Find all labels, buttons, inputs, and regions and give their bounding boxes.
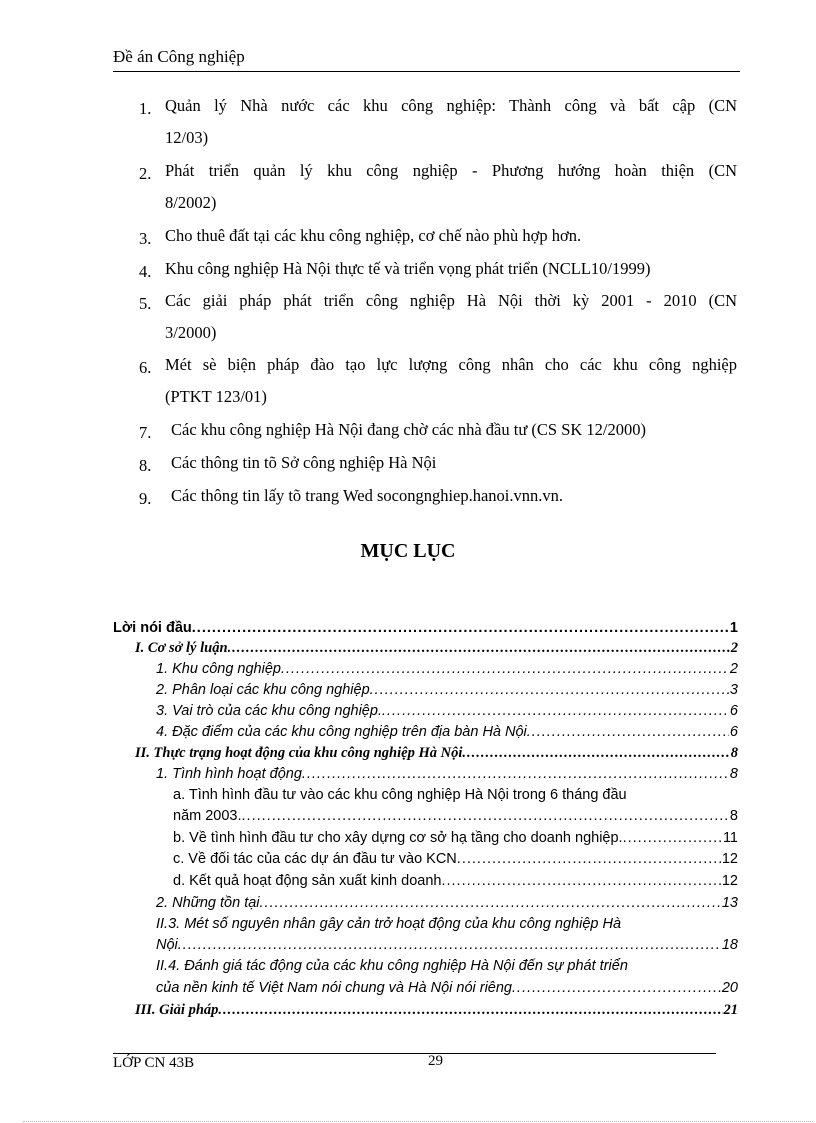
toc-entry[interactable] bbox=[156, 680, 738, 701]
toc-entry-page: 13 bbox=[721, 895, 738, 911]
toc-entry-page: 6 bbox=[729, 724, 738, 740]
reference-item bbox=[139, 349, 739, 413]
toc-entry-text: của nền kinh tế Việt Nam nói chung và Hà Nội nói riêng bbox=[156, 980, 513, 996]
reference-text-cont: 3/2000) bbox=[165, 323, 217, 342]
toc-entry-text: 1. Tình hình hoạt động bbox=[156, 766, 302, 782]
toc-entry[interactable] bbox=[113, 618, 738, 639]
reference-number: 8. bbox=[139, 456, 152, 475]
toc-entry-text: II. Thực trạng hoạt động của khu công nghiệp Hà Nội bbox=[135, 745, 463, 761]
reference-text-cont: 12/03) bbox=[165, 128, 209, 147]
toc-entry-text: II.3. Mét số nguyên nhân gây cản trở hoạt động của khu công nghiệp Hà bbox=[156, 916, 622, 932]
reference-number: 1. bbox=[139, 99, 152, 118]
toc-entry-text: I. Cơ sở lý luận bbox=[135, 640, 228, 656]
toc-entry[interactable] bbox=[156, 701, 738, 722]
toc-entry-text: c. Về đối tác của các dự án đầu tư vào KCN bbox=[173, 851, 457, 867]
toc-entry-cont[interactable] bbox=[156, 978, 738, 999]
toc-entry-text: 2. Những tồn tại bbox=[156, 895, 260, 911]
reference-item bbox=[139, 414, 739, 446]
toc-entry-text: II.4. Đánh giá tác động của các khu công nghiệp Hà Nội đến sự phát triển bbox=[156, 958, 628, 974]
reference-item bbox=[139, 480, 739, 512]
reference-text: Mét sè biện pháp đào tạo lực lượng công nhân cho các khu công nghiệp bbox=[165, 355, 737, 374]
reference-text: Các khu công nghiệp Hà Nội đang chờ các nhà đầu tư (CS SK 12/2000) bbox=[171, 420, 646, 439]
reference-number: 6. bbox=[139, 358, 152, 377]
toc-entry-text: 2. Phân loại các khu công nghiệp bbox=[156, 682, 370, 698]
toc-entry[interactable] bbox=[156, 659, 738, 680]
toc-entry-page: 6 bbox=[729, 703, 738, 719]
toc-entry-page: 2 bbox=[730, 640, 738, 656]
toc-entry-page: 2 bbox=[729, 661, 738, 677]
toc-heading: MỤC LỤC bbox=[360, 540, 456, 562]
toc-entry[interactable] bbox=[156, 914, 738, 935]
reference-item bbox=[139, 220, 739, 252]
toc-entry[interactable] bbox=[135, 743, 738, 764]
toc-entry-page: 18 bbox=[721, 937, 738, 953]
toc-entry-page: 21 bbox=[723, 1002, 738, 1018]
toc-entry[interactable] bbox=[156, 722, 738, 743]
reference-text: Các giải pháp phát triển công nghiệp Hà Nội thời kỳ 2001 - 2010 (CN bbox=[165, 291, 737, 310]
reference-text-cont: (PTKT 123/01) bbox=[165, 387, 267, 406]
toc-entry-page: 11 bbox=[722, 830, 738, 846]
reference-item bbox=[139, 90, 739, 154]
toc-entry-text: Lời nói đầu bbox=[113, 620, 192, 636]
toc-entry[interactable] bbox=[135, 1000, 738, 1021]
toc-entry-page: 8 bbox=[729, 808, 738, 824]
toc-entry-cont[interactable] bbox=[173, 806, 738, 827]
header-title: Đề án Công nghiệp bbox=[113, 47, 245, 66]
toc-entry-cont[interactable] bbox=[156, 935, 738, 956]
footer-page-number: 29 bbox=[428, 1053, 443, 1069]
toc-entry-text: 4. Đặc điểm của các khu công nghiệp trên địa bàn Hà Nội bbox=[156, 724, 527, 740]
footer-rule bbox=[113, 1053, 716, 1054]
reference-text: Các thông tin lấy tõ trang Wed socongnghiep.hanoi.vnn.vn. bbox=[171, 486, 564, 505]
toc-entry-page: 12 bbox=[721, 873, 738, 889]
footer-class-label: LỚP CN 43B bbox=[113, 1055, 195, 1071]
toc-entry-text: a. Tình hình đầu tư vào các khu công nghiệp Hà Nội trong 6 tháng đầu bbox=[173, 787, 627, 803]
toc-entry-text: b. Về tình hình đầu tư cho xây dựng cơ sở hạ tầng cho doanh nghiệp. bbox=[173, 830, 623, 846]
toc-entry[interactable] bbox=[156, 956, 738, 977]
toc-entry-text: năm 2003. bbox=[173, 808, 242, 824]
reference-text: Khu công nghiệp Hà Nội thực tế và triển vọng phát triển (NCLL10/1999) bbox=[165, 259, 651, 278]
reference-number: 9. bbox=[139, 489, 152, 508]
reference-item bbox=[139, 253, 739, 285]
reference-item bbox=[139, 155, 739, 219]
toc-entry-page: 20 bbox=[721, 980, 738, 996]
toc-entry[interactable] bbox=[173, 785, 738, 806]
toc-entry[interactable] bbox=[156, 764, 738, 785]
toc-entry-text: 3. Vai trò của các khu công nghiệp. bbox=[156, 703, 382, 719]
reference-number: 5. bbox=[139, 294, 152, 313]
toc-entry-text: d. Kết quả hoạt động sản xuất kinh doanh bbox=[173, 873, 442, 889]
reference-text: Các thông tin tõ Sở công nghiệp Hà Nội bbox=[171, 453, 437, 472]
toc-entry[interactable] bbox=[173, 828, 738, 849]
page-edge bbox=[23, 1121, 813, 1122]
reference-number: 3. bbox=[139, 229, 152, 248]
toc-entry-page: 3 bbox=[729, 682, 738, 698]
reference-text: Phát triển quản lý khu công nghiệp - Phương hướng hoàn thiện (CN bbox=[165, 161, 737, 180]
toc-entry-text: III. Giải pháp bbox=[135, 1002, 219, 1018]
toc-entry-page: 12 bbox=[721, 851, 738, 867]
reference-number: 2. bbox=[139, 164, 152, 183]
toc-entry[interactable] bbox=[156, 893, 738, 914]
reference-number: 4. bbox=[139, 262, 152, 281]
toc-entry[interactable] bbox=[173, 871, 738, 892]
toc-entry-text: Nội bbox=[156, 937, 178, 953]
reference-text: Cho thuê đất tại các khu công nghiệp, cơ chế nào phù hợp hơn. bbox=[165, 226, 582, 245]
toc-entry[interactable] bbox=[135, 638, 738, 659]
reference-item bbox=[139, 447, 739, 479]
toc-entry-text: 1. Khu công nghiệp bbox=[156, 661, 281, 677]
toc-entry-page: 8 bbox=[730, 745, 738, 761]
reference-number: 7. bbox=[139, 423, 152, 442]
toc-entry-page: 8 bbox=[729, 766, 738, 782]
header-rule bbox=[113, 71, 740, 72]
toc-entry-page: 1 bbox=[729, 620, 738, 636]
toc-entry[interactable] bbox=[173, 849, 738, 870]
reference-text: Quản lý Nhà nước các khu công nghiệp: Thành công và bất cập (CN bbox=[165, 96, 737, 115]
reference-item bbox=[139, 285, 739, 349]
reference-text-cont: 8/2002) bbox=[165, 193, 217, 212]
